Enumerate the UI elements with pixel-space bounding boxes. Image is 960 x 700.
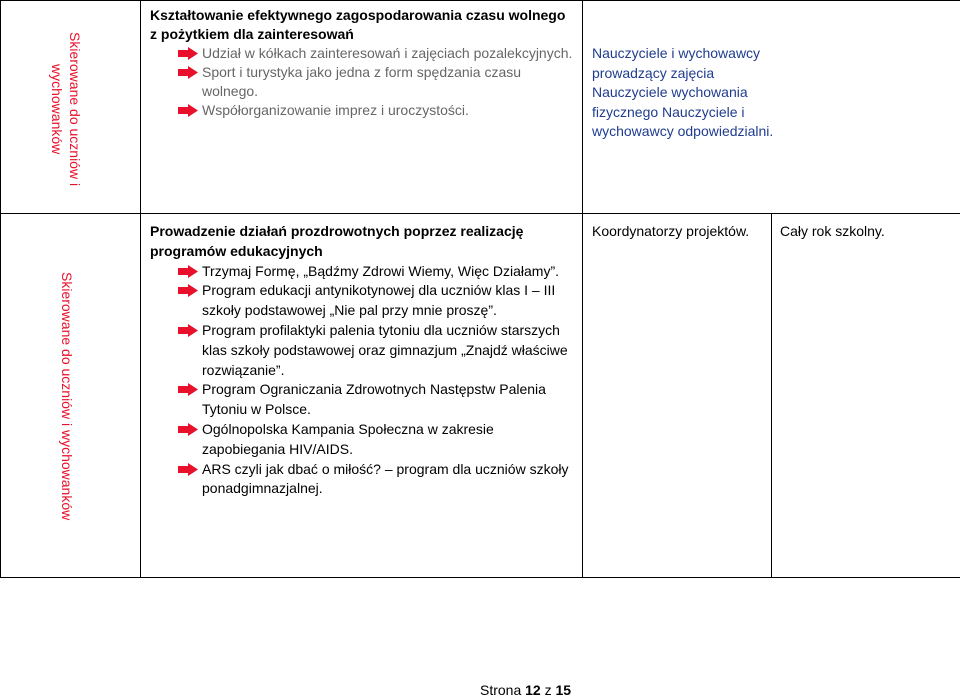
row2-term: Cały rok szkolny. xyxy=(780,223,885,239)
list-item: Współorganizowanie imprez i uroczystości. xyxy=(150,101,576,120)
list-item: Program Ograniczania Zdrowotnych Następstw Palenia Tytoniu w Polsce. xyxy=(150,380,576,420)
column-divider-3 xyxy=(771,214,772,578)
list-item: Program edukacji antynikotynowej dla uczniów klas I – III szkoły podstawowej „Nie pal przy mnie proszę”. xyxy=(150,281,576,321)
page-footer xyxy=(480,682,571,698)
row2-responsible: Koordynatorzy projektów. xyxy=(592,223,750,239)
list-item: Ogólnopolska Kampania Społeczna w zakresie zapobiegania HIV/AIDS. xyxy=(150,420,576,460)
table-border-left xyxy=(0,0,1,578)
table-border-bottom xyxy=(0,577,960,578)
column-divider-1 xyxy=(140,0,141,578)
red-arrow-icon xyxy=(178,47,198,60)
red-arrow-icon xyxy=(178,66,198,79)
red-arrow-icon xyxy=(178,463,198,476)
row2-title: Prowadzenie działań prozdrowotnych poprzez realizację programów edukacyjnych xyxy=(150,223,524,259)
list-item: Trzymaj Formę, „Bądźmy Zdrowi Wiemy, Więc Działamy”. xyxy=(150,262,576,282)
red-arrow-icon xyxy=(178,265,198,278)
red-arrow-icon xyxy=(178,324,198,337)
red-arrow-icon xyxy=(178,104,198,117)
footer-prefix: Strona xyxy=(480,682,522,698)
footer-page-number: 12 xyxy=(525,682,541,698)
row-divider xyxy=(0,213,960,214)
row1-side-label: Skierowane do uczniów i wychowanków xyxy=(49,31,83,187)
list-item: Udział w kółkach zainteresowań i zajęciach pozalekcyjnych. xyxy=(150,44,576,63)
row2-side-label: Skierowane do uczniów i wychowanków xyxy=(59,271,75,521)
list-item: Program profilaktyki palenia tytoniu dla uczniów starszych klas szkoły podstawowej oraz gimnazjum „Znajdź właściwe rozwiązanie”. xyxy=(150,321,576,380)
row1-title: Kształtowanie efektywnego zagospodarowania czasu wolnego z pożytkiem dla zainteresowań xyxy=(150,7,566,42)
footer-total-pages: 15 xyxy=(555,682,572,698)
list-item: ARS czyli jak dbać o miłość? – program dla uczniów szkoły ponadgimnazjalnej. xyxy=(150,460,576,500)
row1-content xyxy=(150,6,576,120)
table-border-top xyxy=(0,0,960,1)
row1-responsible: Nauczyciele i wychowawcy prowadzący zajęcia Nauczyciele wychowania fizycznego Nauczyciele i wychowawcy odpowiedzialni. xyxy=(592,45,774,139)
row2-content xyxy=(150,222,576,499)
footer-separator: z xyxy=(544,682,552,698)
red-arrow-icon xyxy=(178,423,198,436)
red-arrow-icon xyxy=(178,284,198,297)
list-item: Sport i turystyka jako jedna z form spędzania czasu wolnego. xyxy=(150,63,576,101)
column-divider-2 xyxy=(582,0,583,578)
red-arrow-icon xyxy=(178,383,198,396)
